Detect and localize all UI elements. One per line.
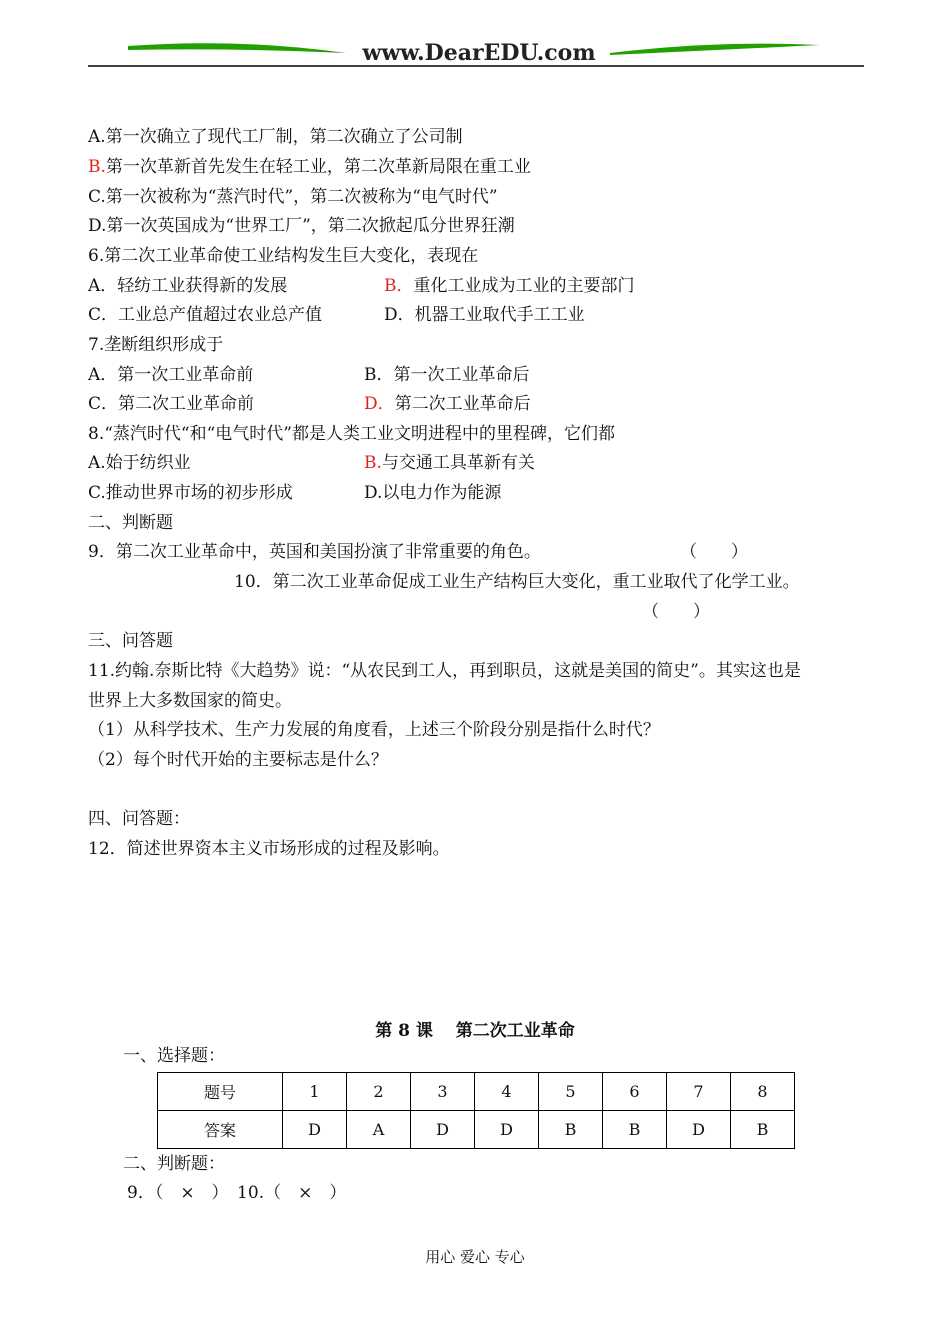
answer-cell: D: [411, 1111, 475, 1149]
q7-option-d-letter: D．: [364, 394, 395, 414]
table-header-cell: 答案: [158, 1111, 283, 1149]
q8-option-d: D.以电力作为能源: [364, 483, 502, 503]
lesson-title: 第 8 课 第二次工业革命: [375, 1021, 575, 1041]
q6-option-a: A．轻纺工业获得新的发展: [88, 276, 288, 296]
right-swoosh: [610, 44, 820, 55]
table-row: [158, 1111, 795, 1149]
answers-judge-values: 9．（ × ） 10.（ × ）: [127, 1183, 347, 1203]
q7-option-c: C．第二次工业革命前: [88, 394, 255, 414]
q5-option-c: C.第一次被称为“蒸汽时代”，第二次被称为“电气时代”: [88, 187, 498, 207]
answers-judge-title: 二、判断题：: [123, 1154, 225, 1174]
answer-cell: D: [667, 1111, 731, 1149]
answer-table: [157, 1072, 795, 1149]
answer-cell: D: [283, 1111, 347, 1149]
table-row: [158, 1073, 795, 1111]
question-number-cell: 7: [667, 1073, 731, 1111]
q5-option-b: [88, 156, 531, 178]
site-logo[interactable]: www.DearEDU.com: [362, 40, 596, 66]
q11-line2: 世界上大多数国家的简史。: [88, 691, 292, 711]
question-number-cell: 3: [411, 1073, 475, 1111]
answer-cell: A: [347, 1111, 411, 1149]
q8-option-a: A.始于纺织业: [88, 453, 191, 473]
q8-option-b-letter: B.: [364, 453, 382, 473]
q5-option-b-text: 第一次革新首先发生在轻工业，第二次革新局限在重工业: [105, 157, 531, 177]
q6-stem: 6.第二次工业革命使工业结构发生巨大变化，表现在: [88, 246, 479, 266]
q6-option-c: C．工业总产值超过农业总产值: [88, 305, 323, 325]
answer-cell: D: [475, 1111, 539, 1149]
q9-text: 9．第二次工业革命中，英国和美国扮演了非常重要的角色。: [88, 542, 541, 562]
question-number-cell: 8: [731, 1073, 795, 1111]
question-number-cell: 2: [347, 1073, 411, 1111]
q5-option-d: D.第一次英国成为“世界工厂”，第二次掀起瓜分世界狂潮: [88, 216, 515, 236]
q10-answer-paren: （ ）: [642, 602, 710, 622]
table-header-cell: 题号: [158, 1073, 283, 1111]
answer-cell: B: [539, 1111, 603, 1149]
q8-option-c: C.推动世界市场的初步形成: [88, 483, 293, 503]
q6-option-b: [384, 275, 635, 297]
question-number-cell: 6: [603, 1073, 667, 1111]
q10-text: 10．第二次工业革命促成工业生产结构巨大变化，重工业取代了化学工业。: [234, 572, 800, 592]
site-header: [88, 36, 864, 70]
section2-title: 二、判断题: [88, 513, 173, 533]
question-number-cell: 4: [475, 1073, 539, 1111]
q9-answer-paren: （ ）: [680, 542, 748, 562]
page-footer: 用心 爱心 专心: [425, 1248, 525, 1266]
q11-sub1: （1）从科学技术、生产力发展的角度看，上述三个阶段分别是指什么时代？: [88, 720, 660, 740]
question-number-cell: 1: [283, 1073, 347, 1111]
q6-option-b-text: 重化工业成为工业的主要部门: [413, 276, 635, 296]
q7-option-a: A．第一次工业革命前: [88, 365, 254, 385]
q7-option-d-text: 第二次工业革命后: [394, 394, 531, 414]
q7-option-b: B．第一次工业革命后: [364, 365, 530, 385]
q5-option-a: A.第一次确立了现代工厂制，第二次确立了公司制: [88, 127, 463, 147]
q6-option-b-letter: B．: [384, 276, 414, 296]
question-number-cell: 5: [539, 1073, 603, 1111]
q7-stem: 7.垄断组织形成于: [88, 335, 224, 355]
q11-sub2: （2）每个时代开始的主要标志是什么？: [88, 750, 388, 770]
q11-line1: 11.约翰.奈斯比特《大趋势》说：“从农民到工人，再到职员，这就是美国的简史”。其实这也是: [88, 661, 801, 681]
q12-text: 12．简述世界资本主义市场形成的过程及影响。: [88, 839, 450, 859]
section4-title: 四、问答题：: [88, 809, 190, 829]
q6-option-d: D．机器工业取代手工工业: [384, 305, 585, 325]
q8-stem: 8.“蒸汽时代“和“电气时代”都是人类工业文明进程中的里程碑，它们都: [88, 424, 615, 444]
left-swoosh: [128, 43, 346, 53]
section3-title: 三、问答题: [88, 631, 173, 651]
q7-option-d: [364, 393, 531, 415]
q8-option-b: [364, 452, 535, 474]
answer-cell: B: [731, 1111, 795, 1149]
answers-choice-title: 一、选择题：: [123, 1046, 225, 1066]
q8-option-b-text: 与交通工具革新有关: [381, 453, 535, 473]
answer-cell: B: [603, 1111, 667, 1149]
q5-option-b-letter: B.: [88, 157, 106, 177]
